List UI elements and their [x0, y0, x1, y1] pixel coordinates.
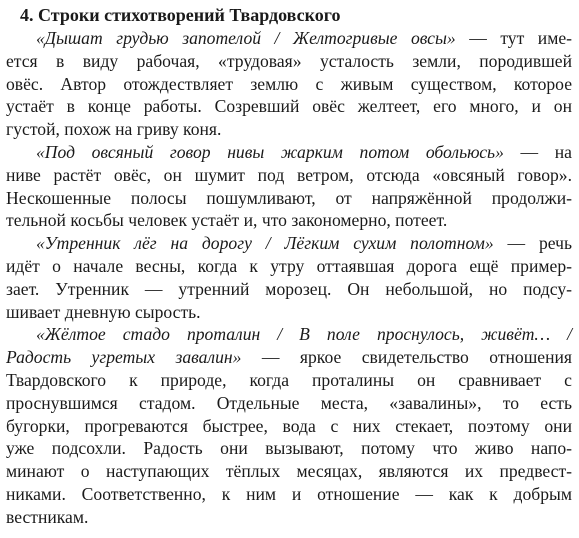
text-line [6, 278, 572, 301]
text-line [6, 483, 572, 506]
line-text: Нескошенные полосы пошумливают, от напряжённой продолжи- [6, 187, 572, 208]
poem-quote: «Утренник лёг на дорогу / Лёгким сухим полотном» [36, 233, 494, 254]
text-line [6, 369, 572, 392]
text-line [6, 209, 572, 232]
document-body [6, 27, 572, 529]
text-line [6, 346, 572, 369]
poem-quote: Радость угретых завалин» [6, 347, 242, 368]
line-text: — речь [493, 233, 572, 254]
line-text: ется в виду рабочая, «трудовая» усталость земли, породившей [6, 50, 572, 71]
poem-quote: «Под овсяный говор нивы жарким потом обольюсь» [36, 141, 504, 162]
line-text: никами. Соответственно, к ним и отношение — как к добрым [6, 483, 572, 504]
line-text: густой, похож на гриву коня. [6, 119, 222, 140]
line-text: овёс. Автор отождествляет землю с живым существом, которое [6, 73, 572, 94]
paragraph [6, 323, 572, 528]
paragraph [6, 232, 572, 323]
text-line [6, 392, 572, 415]
line-text: — тут име- [455, 28, 572, 48]
text-line [6, 187, 572, 210]
text-line [6, 141, 572, 164]
line-text: уже подсохли. Радость они вызывают, потому что живо напо- [6, 438, 572, 459]
text-line [6, 232, 572, 255]
text-line [6, 301, 572, 324]
line-text: тельной косьбы человек устаёт и, что закономерно, потеет. [6, 210, 448, 231]
line-text: шивает дневную сырость. [6, 301, 201, 322]
line-text: — на [503, 141, 572, 162]
text-line [6, 323, 572, 346]
text-line [6, 27, 572, 50]
poem-quote: «Дышат грудью запотелой / Желтогривые овсы» [36, 28, 456, 48]
paragraph [6, 27, 572, 141]
paragraph [6, 141, 572, 232]
document-page [6, 4, 572, 529]
line-text: проснувшимся стадом. Отдельные места, «завалины», то есть [6, 392, 572, 413]
section-heading: 4. Строки стихотворений Твардовского [20, 5, 341, 25]
text-line [6, 73, 572, 96]
line-text: — яркое свидетельство отношения [241, 347, 572, 368]
text-line [6, 437, 572, 460]
text-line [6, 506, 572, 529]
text-line [6, 118, 572, 141]
text-line [6, 95, 572, 118]
text-line [6, 415, 572, 438]
line-text: минают о наступающих тёплых месяцах, являются их предвест- [6, 461, 572, 482]
line-text: Твардовского к природе, когда проталины он сравнивает с [6, 369, 572, 390]
text-line [6, 50, 572, 73]
text-line [6, 460, 572, 483]
line-text: вестникам. [6, 506, 89, 527]
line-text: бугорки, прогреваются быстрее, вода с них стекает, поэтому они [6, 415, 572, 436]
line-text: идёт о начале весны, когда к утру оттаявшая дорога ещё пример- [6, 255, 572, 276]
line-text: ниве растёт овёс, он шумит под ветром, отсюда «овсяный говор». [6, 164, 572, 185]
text-line [6, 255, 572, 278]
poem-quote: «Жёлтое стадо проталин / В поле проснулось, живёт… / [36, 324, 572, 345]
line-text: зает. Утренник — утренний морозец. Он небольшой, но подсу- [6, 278, 572, 299]
line-text: устаёт в конце работы. Созревший овёс желтеет, его много, и он [6, 96, 572, 117]
text-line [6, 164, 572, 187]
